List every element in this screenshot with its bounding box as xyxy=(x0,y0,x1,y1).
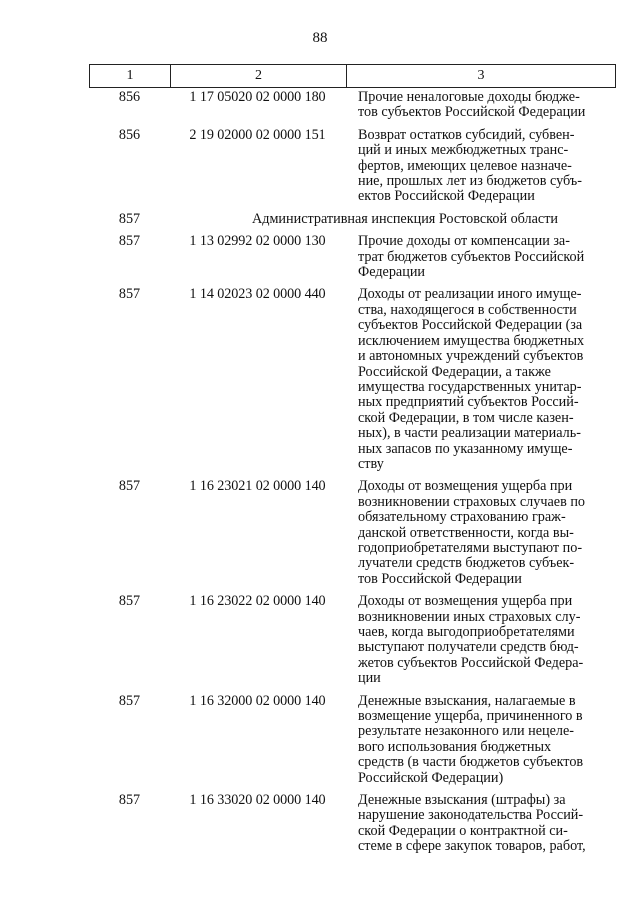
table-row xyxy=(89,128,616,205)
table-row xyxy=(89,594,616,686)
table-row xyxy=(89,287,616,472)
page-number: 88 xyxy=(312,30,328,46)
admin-code-cell: 857 xyxy=(118,792,141,809)
income-name-cell: Доходы от реализации иного имуще- ства, находящегося в собственности субъектов Российской Федерации (за исключением имущества бюджетных и автономных учреждений субъектов Российской Федерации, а также имущества государственных унитар- ных предприятий субъектов Россий- ской Федерации, в том числе казен- ных), в части реализации материаль- ных запасов по указанному имуще- ству xyxy=(358,286,585,472)
column-header-1: 1 xyxy=(90,65,171,88)
table-body xyxy=(89,90,616,862)
column-header-3: 3 xyxy=(347,65,616,88)
admin-code-cell: 857 xyxy=(118,233,141,250)
budget-code-cell: 1 16 32000 02 0000 140 xyxy=(189,692,326,709)
admin-code-cell: 857 xyxy=(118,593,141,610)
admin-code-cell: 856 xyxy=(118,89,141,105)
budget-code-cell: 1 13 02992 02 0000 130 xyxy=(189,233,326,250)
table-row xyxy=(89,694,616,786)
admin-code-cell: 857 xyxy=(118,210,141,227)
admin-code-cell: 857 xyxy=(118,478,141,495)
budget-code-cell: 1 16 23021 02 0000 140 xyxy=(189,478,326,495)
admin-code-cell: 857 xyxy=(118,286,141,303)
income-name-cell: Доходы от возмещения ущерба при возникновении страховых случаев по обязательному страхованию граж- данской ответственности, когда вы- годоприобретателями выступают по- лучатели средств бюджетов субъек- тов Российской Федерации xyxy=(358,478,586,587)
income-name-cell: Доходы от возмещения ущерба при возникновении иных страховых слу- чаев, когда выгодоприобретателями выступают получатели средств бюд- жетов субъектов Российской Федера- ции xyxy=(358,593,584,687)
income-name-cell: Прочие доходы от компенсации за- трат бюджетов субъектов Российской Федерации xyxy=(358,233,585,281)
budget-code-cell: 1 14 02023 02 0000 440 xyxy=(189,286,326,303)
budget-code-cell: 1 16 33020 02 0000 140 xyxy=(189,792,326,809)
budget-code-cell: 2 19 02000 02 0000 151 xyxy=(189,126,326,143)
income-name-cell: Денежные взыскания, налагаемые в возмещение ущерба, причиненного в результате незаконного или нецеле- вого использования бюджетных средств (в части бюджетов субъектов Российской Федерации) xyxy=(358,692,584,786)
table-row xyxy=(89,234,616,280)
income-name-cell: Прочие неналоговые доходы бюдже- тов субъектов Российской Федерации xyxy=(358,89,586,121)
budget-code-cell: 1 16 23022 02 0000 140 xyxy=(189,593,326,610)
admin-code-cell: 856 xyxy=(118,126,141,143)
column-header-2: 2 xyxy=(171,65,347,88)
admin-code-cell: 857 xyxy=(118,692,141,709)
table-row xyxy=(89,90,616,121)
table-row-section-heading xyxy=(89,212,616,227)
income-name-cell: Возврат остатков субсидий, субвен- ций и иных межбюджетных транс- фертов, имеющих целевое назначе- ние, прошлых лет из бюджетов субъ- ектов Российской Федерации xyxy=(358,126,582,205)
table-row xyxy=(89,479,616,587)
budget-code-cell: 1 17 05020 02 0000 180 xyxy=(189,89,326,105)
income-name-cell: Денежные взыскания (штрафы) за нарушение законодательства Россий- ской Федерации о контрактной си- стеме в сфере закупок товаров, работ, xyxy=(358,792,586,855)
table-header xyxy=(89,64,616,88)
table-row xyxy=(89,793,616,855)
administrator-name-cell: Административная инспекция Ростовской области xyxy=(251,210,559,227)
